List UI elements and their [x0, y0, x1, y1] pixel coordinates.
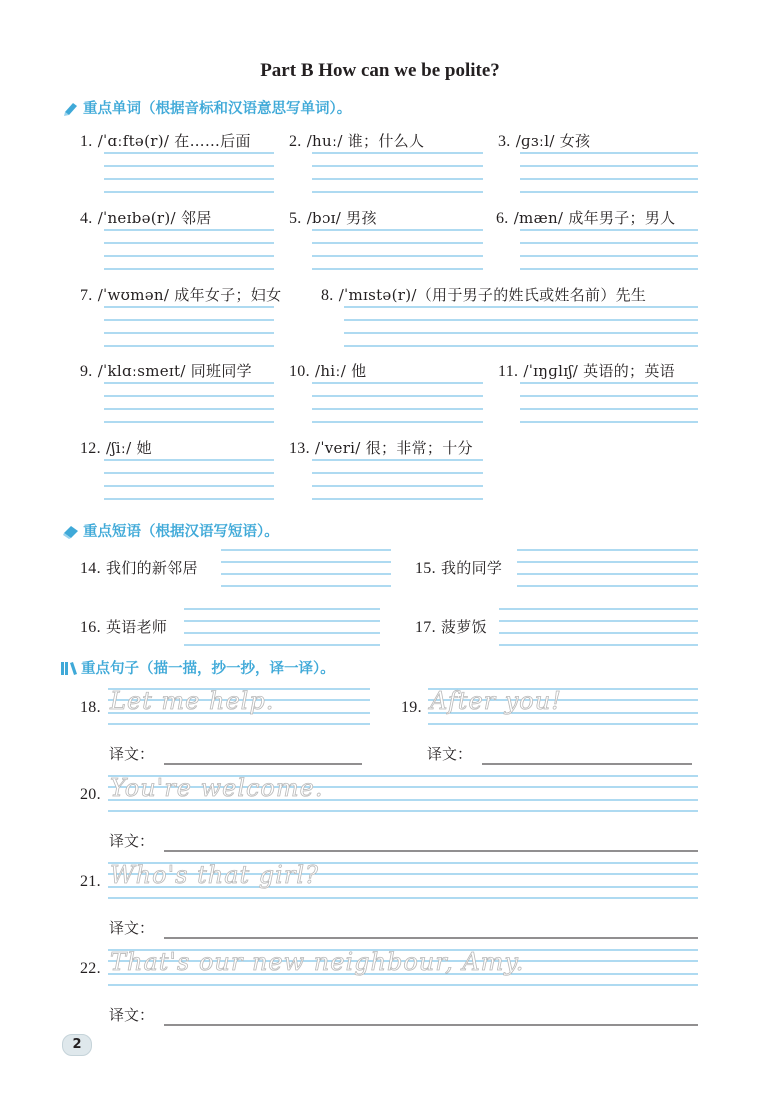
word-item-7: 7. /ˈwʊmən/ 成年女子；妇女	[80, 286, 282, 304]
word-item-8: 8. /ˈmɪstə(r)/（用于男子的姓氏或姓名前）先生	[321, 286, 647, 304]
phrase-item-14: 14. 我们的新邻居	[80, 559, 198, 577]
phrase-item-16: 16. 英语老师	[80, 618, 168, 636]
word-item-12: 12. /ʃiː/ 她	[80, 439, 152, 457]
sentence-number-22: 22.	[80, 960, 101, 977]
sentence-number-19: 19.	[401, 699, 422, 716]
section-title-sentences: 重点句子（描一描，抄一抄，译一译）。	[81, 661, 335, 677]
sentence-number-18: 18.	[80, 699, 101, 716]
word-item-3: 3. /ɡɜːl/ 女孩	[498, 132, 591, 150]
section-title-words: 重点单词（根据音标和汉语意思写单词）。	[83, 101, 352, 117]
section-header-sentences	[60, 657, 335, 678]
word-item-1: 1. /ˈɑːftə(r)/ 在……后面	[80, 132, 251, 150]
trace-sentence-19: After you!	[430, 687, 562, 715]
word-item-5: 5. /bɔɪ/ 男孩	[289, 209, 377, 227]
word-item-4: 4. /ˈneɪbə(r)/ 邻居	[80, 209, 212, 227]
word-item-6: 6. /mæn/ 成年男子；男人	[496, 209, 676, 227]
section-title-phrases: 重点短语（根据汉语写短语）。	[83, 524, 279, 540]
translation-label-22: 译文：	[109, 1006, 155, 1024]
eraser-icon	[62, 523, 80, 539]
translation-label-20: 译文：	[109, 832, 155, 850]
translation-label-19: 译文：	[427, 745, 473, 763]
trace-sentence-22: That's our new neighbour, Amy.	[110, 948, 525, 976]
section-header-phrases	[62, 520, 279, 541]
translation-label-21: 译文：	[109, 919, 155, 937]
phrase-item-15: 15. 我的同学	[415, 559, 503, 577]
word-item-9: 9. /ˈklɑːsmeɪt/ 同班同学	[80, 362, 252, 380]
sentence-number-21: 21.	[80, 873, 101, 890]
word-item-13: 13. /ˈveri/ 很；非常；十分	[289, 439, 473, 457]
trace-sentence-21: Who's that girl?	[110, 861, 319, 889]
page-title: Part B How can we be polite?	[260, 60, 500, 81]
books-icon	[60, 660, 78, 676]
trace-sentence-18: Let me help.	[110, 687, 275, 715]
page-number: 2	[62, 1034, 92, 1056]
trace-sentence-20: You're welcome.	[110, 774, 324, 802]
word-item-2: 2. /huː/ 谁；什么人	[289, 132, 425, 150]
word-item-10: 10. /hiː/ 他	[289, 362, 367, 380]
translation-label-18: 译文：	[109, 745, 155, 763]
word-item-11: 11. /ˈɪŋɡlɪʃ/ 英语的；英语	[498, 362, 675, 380]
sentence-number-20: 20.	[80, 786, 101, 803]
phrase-item-17: 17. 菠萝饭	[415, 618, 487, 636]
